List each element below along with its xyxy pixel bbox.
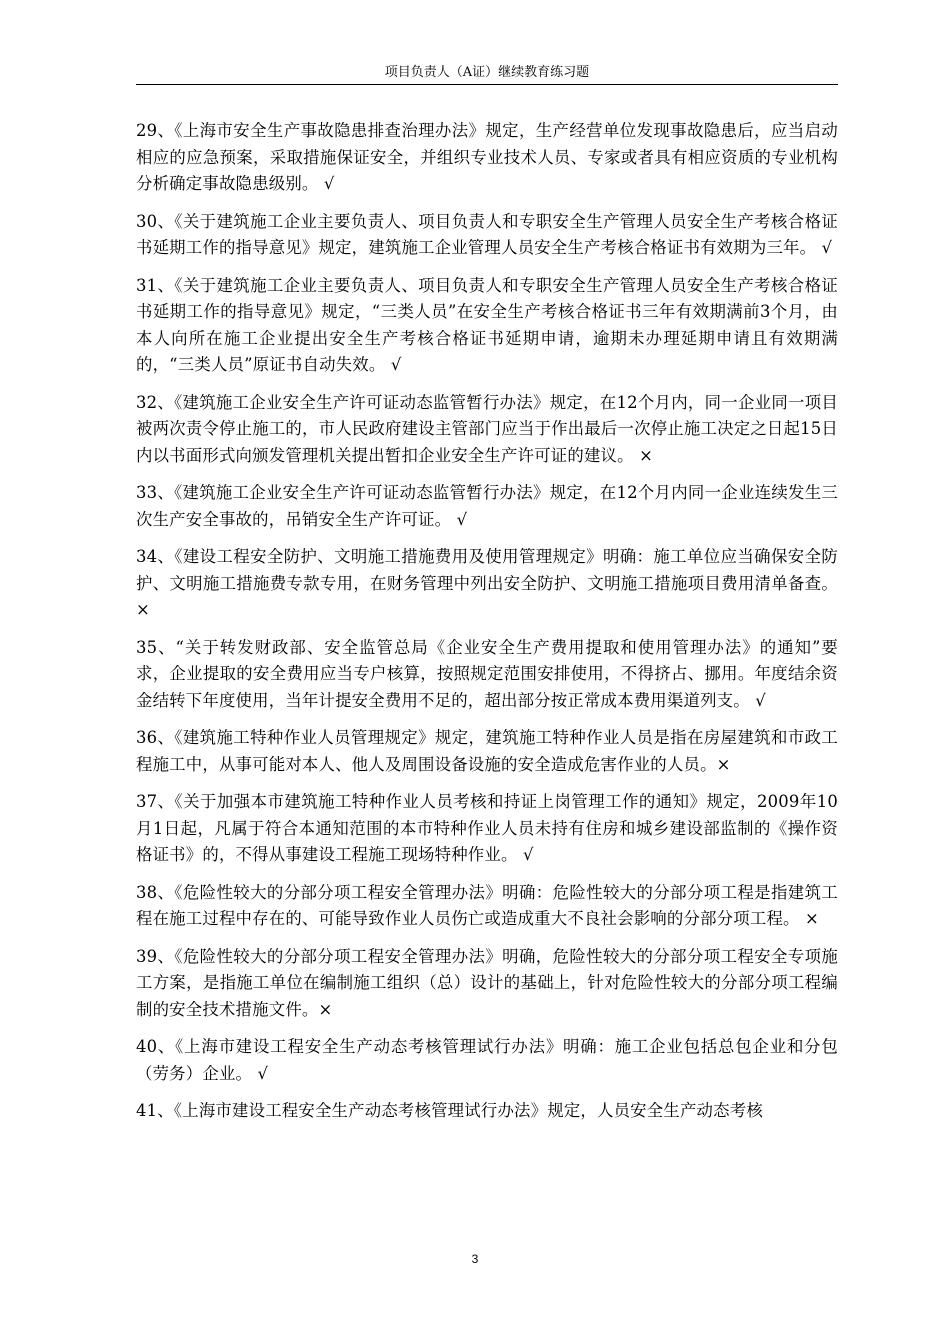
question-37: 37、《关于加强本市建筑施工特种作业人员考核和持证上岗管理工作的通知》规定，2009年10月1日起，凡属于符合本通知范围的本市特种作业人员未持有住房和城乡建设部监制的《操作资格证书》的，不得从事建设工程施工现场特种作业。 √: [136, 792, 838, 864]
question-32: 32、《建筑施工企业安全生产许可证动态监管暂行办法》规定，在12个月内，同一企业同一项目被两次责令停止施工的，市人民政府建设主管部门应当于作出最后一次停止施工决定之日起15日内以书面形式向颁发管理机关提出暂扣企业安全生产许可证的建议。 ×: [136, 392, 838, 465]
question-33: 33、《建筑施工企业安全生产许可证动态监管暂行办法》规定，在12个月内同一企业连续发生三次生产安全事故的，吊销安全生产许可证。 √: [136, 483, 838, 529]
question-39: 39、《危险性较大的分部分项工程安全管理办法》明确，危险性较大的分部分项工程安全专项施工方案，是指施工单位在编制施工组织（总）设计的基础上，针对危险性较大的分部分项工程编制的安全技术措施文件。×: [136, 946, 838, 1019]
page-header-title: 项目负责人（A证）继续教育练习题: [384, 65, 590, 80]
question-29: 29、《上海市安全生产事故隐患排查治理办法》规定，生产经营单位发现事故隐患后，应当启动相应的应急预案，采取措施保证安全，并组织专业技术人员、专家或者具有相应资质的专业机构分析确定事故隐患级别。 √: [136, 121, 838, 193]
question-40: 40、《上海市建设工程安全生产动态考核管理试行办法》明确：施工企业包括总包企业和分包（劳务）企业。 √: [136, 1037, 838, 1083]
page-number: 3: [471, 1252, 479, 1266]
question-41: 41、《上海市建设工程安全生产动态考核管理试行办法》规定，人员安全生产动态考核: [136, 1101, 763, 1120]
question-38: 38、《危险性较大的分部分项工程安全管理办法》明确：危险性较大的分部分项工程是指建筑工程在施工过程中存在的、可能导致作业人员伤亡或造成重大不良社会影响的分部分项工程。 ×: [136, 882, 838, 928]
question-30: 30、《关于建筑施工企业主要负责人、项目负责人和专职安全生产管理人员安全生产考核合格证书延期工作的指导意见》规定，建筑施工企业管理人员安全生产考核合格证书有效期为三年。 √: [136, 211, 838, 257]
header-divider: [136, 84, 838, 85]
question-35: 35、“关于转发财政部、安全监管总局《企业安全生产费用提取和使用管理办法》的通知”要求，企业提取的安全费用应当专户核算，按照规定范围安排使用，不得挤占、挪用。年度结余资金结转下年度使用，当年计提安全费用不足的，超出部分按正常成本费用渠道列支。 √: [136, 637, 838, 710]
question-31: 31、《关于建筑施工企业主要负责人、项目负责人和专职安全生产管理人员安全生产考核合格证书延期工作的指导意见》规定，“三类人员”在安全生产考核合格证书三年有效期满前3个月，由本人向所在施工企业提出安全生产考核合格证书延期申请，逾期未办理延期申请且有效期满的，“三类人员”原证书自动失效。 √: [136, 275, 838, 374]
question-list: [136, 118, 838, 1136]
question-36: 36、《建筑施工特种作业人员管理规定》规定，建筑施工特种作业人员是指在房屋建筑和市政工程施工中，从事可能对本人、他人及周围设备设施的安全造成危害作业的人员。×: [136, 728, 838, 774]
question-34: 34、《建设工程安全防护、文明施工措施费用及使用管理规定》明确：施工单位应当确保安全防护、文明施工措施费专款专用，在财务管理中列出安全防护、文明施工措施项目费用清单备查。 ×: [136, 547, 838, 619]
